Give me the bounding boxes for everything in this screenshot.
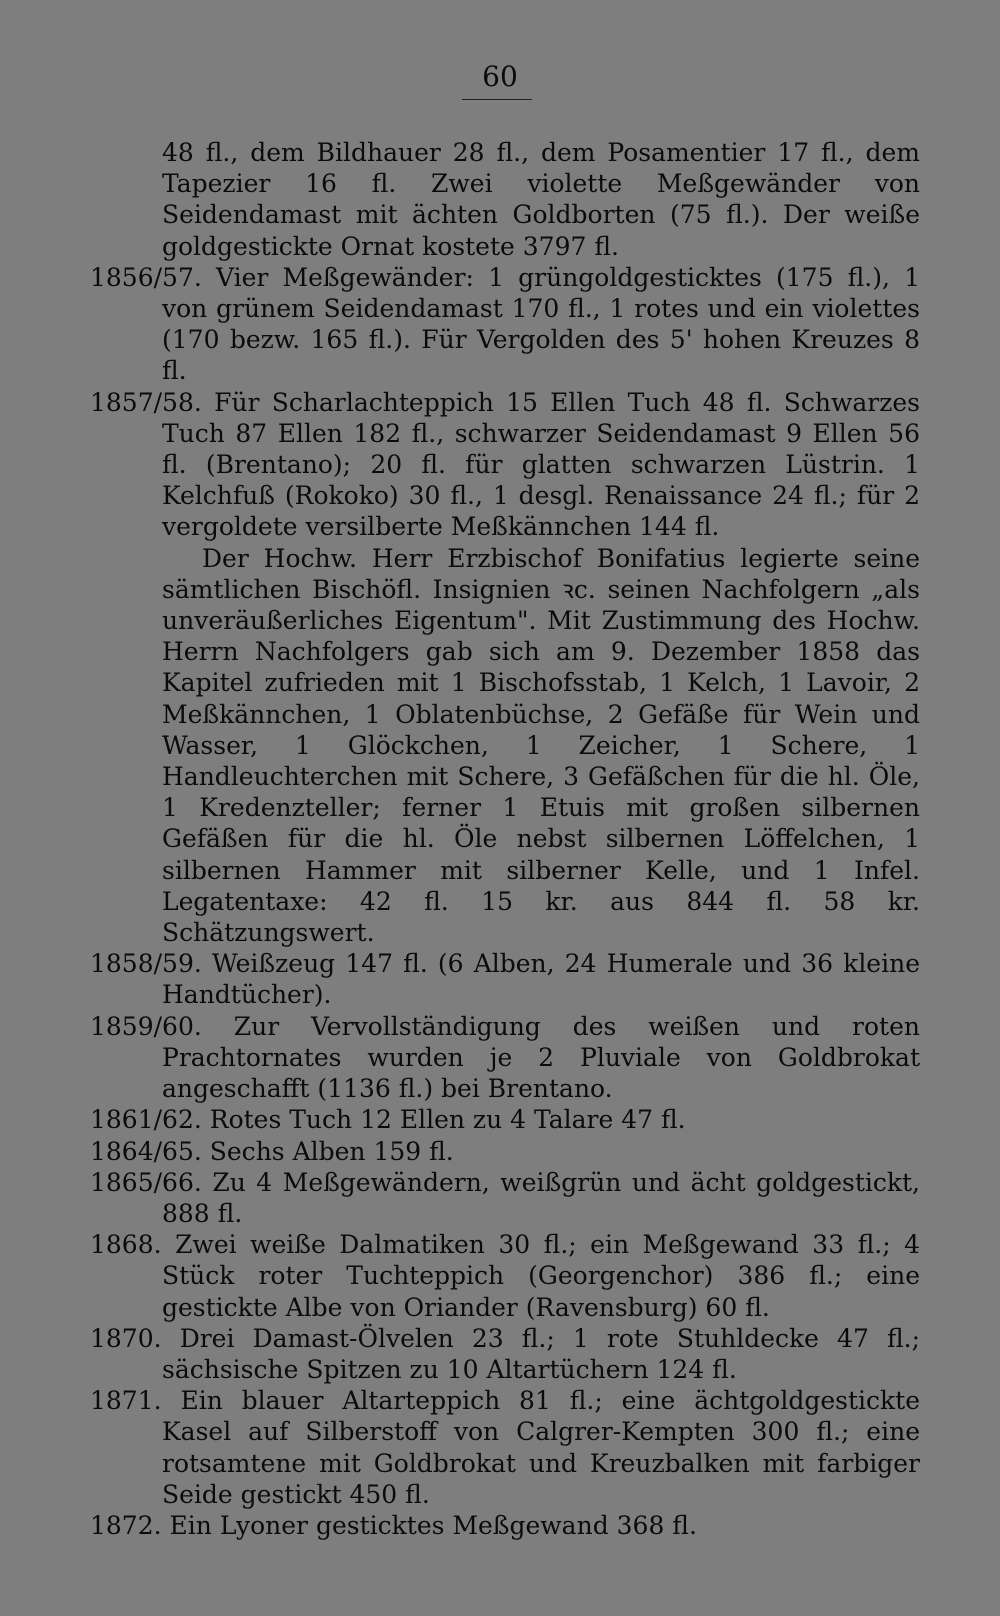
entry-text: Der Hochw. Herr Erzbischof Bonifatius legierte seine sämtlichen Bischöfl. Insignien ꝛc. seinen Nachfolgern „als unveräußerliches Eigentum". Mit Zustimmung des Hochw. Herrn Nachfolgers gab sich am 9. Dezember 1858 das Kapitel zufrieden mit 1 Bischofsstab, 1 Kelch, 1 Lavoir, 2 Meßkännchen, 1 Oblatenbüchse, 2 Gefäße für Wein und Wasser, 1 Glöckchen, 1 Zeicher, 1 Schere, 1 Handleuchterchen mit Schere, 3 Gefäßchen für die hl. Öle, 1 Kredenzteller; ferner 1 Etuis mit großen silbernen Gefäßen für die hl. Öle nebst silbernen Löffelchen, 1 silbernen Hammer mit silberner Kelle, und 1 Infel. Legatentaxe: 42 fl. 15 kr. aus 844 fl. 58 kr. Schätzungswert. [162, 543, 920, 948]
entry-text: Zu 4 Meßgewändern, weißgrün und ächt goldgestickt, 888 fl. [162, 1167, 920, 1228]
entry-year: 1864/65. [90, 1136, 202, 1166]
year-entry-1864 [90, 1136, 920, 1167]
entry-year: 1868. [90, 1230, 162, 1260]
entry-text: Ein blauer Altarteppich 81 fl.; eine ächtgoldgestickte Kasel auf Silberstoff von Calgrer-Kempten 300 fl.; eine rotsamtene mit Goldbrokat und Kreuzbalken mit farbiger Seide gestickt 450 fl. [162, 1386, 920, 1509]
year-entry-1868 [90, 1229, 920, 1323]
year-entry-1870 [90, 1323, 920, 1385]
entry-text: Sechs Alben 159 fl. [209, 1136, 454, 1166]
page-number-rule [462, 99, 532, 100]
entry-text: Ein Lyoner gesticktes Meßgewand 368 fl. [169, 1510, 697, 1540]
year-entry-1856 [90, 262, 920, 387]
entry-text: Drei Damast-Ölvelen 23 fl.; 1 rote Stuhldecke 47 fl.; sächsische Spitzen zu 10 Altartüchern 124 fl. [162, 1323, 921, 1384]
page-number: 60 [482, 60, 518, 93]
entry-year: 1870. [90, 1323, 162, 1353]
document-body [90, 137, 920, 1541]
entry-text: Zur Vervollständigung des weißen und roten Prachtornates wurden je 2 Pluviale von Goldbrokat angeschafft (1136 fl.) bei Brentano. [162, 1011, 920, 1104]
paragraph-bequest [90, 543, 920, 949]
year-entry-1871 [90, 1385, 920, 1510]
entry-year: 1865/66. [90, 1167, 202, 1197]
paragraph-continuation [90, 137, 920, 262]
entry-year: 1859/60. [90, 1011, 202, 1041]
entry-year: 1872. [90, 1510, 162, 1540]
entry-year: 1857/58. [90, 387, 202, 417]
entry-text: 48 fl., dem Bildhauer 28 fl., dem Posamentier 17 fl., dem Tapezier 16 fl. Zwei violette Meßgewänder von Seidendamast mit ächten Goldborten (75 fl.). Der weiße goldgestickte Ornat kostete 3797 fl. [162, 138, 920, 261]
entry-year: 1858/59. [90, 949, 202, 979]
entry-year: 1861/62. [90, 1105, 202, 1135]
entry-text: Vier Meßgewänder: 1 grüngoldgesticktes (175 fl.), 1 von grünem Seidendamast 170 fl., 1 rotes und ein violettes (170 bezw. 165 fl.). Für Vergolden des 5' hohen Kreuzes 8 fl. [162, 262, 920, 386]
entry-text: Weißzeug 147 fl. (6 Alben, 24 Humerale und 36 kleine Handtücher). [162, 949, 920, 1010]
year-entry-1858 [90, 948, 920, 1010]
entry-text: Zwei weiße Dalmatiken 30 fl.; ein Meßgewand 33 fl.; 4 Stück roter Tuchteppich (Georgenchor) 386 fl.; eine gestickte Albe von Oriander (Ravensburg) 60 fl. [162, 1230, 921, 1322]
entry-text: Für Scharlachteppich 15 Ellen Tuch 48 fl. Schwarzes Tuch 87 Ellen 182 fl., schwarzer Seidendamast 9 Ellen 56 fl. (Brentano); 20 fl. für glatten schwarzen Lüstrin. 1 Kelchfuß (Rokoko) 30 fl., 1 desgl. Renaissance 24 fl.; für 2 vergoldete versilberte Meßkännchen 144 fl. [162, 387, 920, 542]
year-entry-1859 [90, 1011, 920, 1105]
year-entry-1857 [90, 387, 920, 543]
entry-year: 1871. [90, 1386, 162, 1416]
entry-year: 1856/57. [90, 262, 202, 292]
year-entry-1861 [90, 1104, 920, 1135]
year-entry-1865 [90, 1167, 920, 1229]
entry-text: Rotes Tuch 12 Ellen zu 4 Talare 47 fl. [209, 1105, 686, 1135]
year-entry-1872 [90, 1510, 920, 1541]
